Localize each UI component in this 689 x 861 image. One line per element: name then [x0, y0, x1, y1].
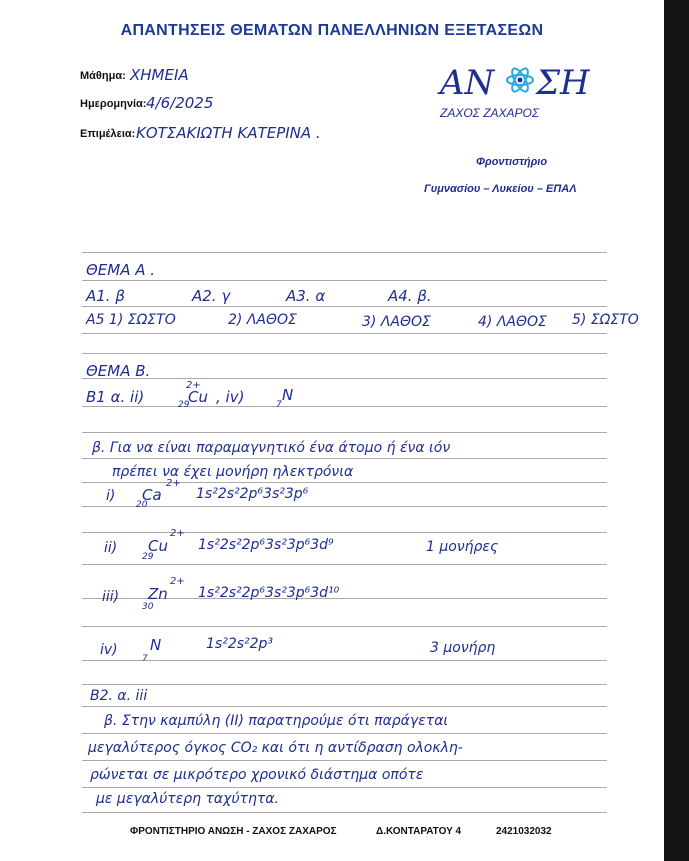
tutoring-levels: Γυμνασίου – Λυκείου – ΕΠΑΛ	[424, 183, 577, 195]
answer-a5-5: 5) ΣΩΣΤΟ	[572, 312, 639, 328]
answer-a5-3: 3) ΛΑΘΟΣ	[362, 314, 431, 330]
config-iii-z: 30	[142, 602, 154, 612]
subject-value: ΧΗΜΕΙΑ	[130, 66, 189, 84]
logo-subtitle: ΖΑΧΟΣ ΖΑΧΑΡΟΣ	[440, 106, 540, 120]
answer-a1: Α1. β	[86, 287, 125, 305]
config-ii-label: ii)	[104, 540, 118, 556]
answer-b1b-line1: β. Για να είναι παραμαγνητικό ένα άτομο ή ένα ιόν	[92, 440, 451, 456]
editor-value: ΚΟΤΣΑΚΙΩΤΗ ΚΑΤΕΡΙΝΑ .	[136, 124, 321, 142]
date-label: Ημερομηνία:	[80, 98, 147, 110]
answer-a4: Α4. β.	[388, 287, 432, 305]
footer-name: ΦΡΟΝΤΙΣΤΗΡΙΟ ΑΝΩΣΗ - ΖΑΧΟΣ ΖΑΧΑΡΟΣ	[130, 826, 337, 837]
answer-b1a-prefix: Β1 α. ii)	[86, 388, 145, 406]
config-ii-note: 1 μονήρες	[426, 539, 499, 555]
b1a-cu-symbol: Cu	[188, 388, 208, 406]
config-i-symbol: Ca	[142, 486, 162, 504]
footer-phone: 2421032032	[496, 826, 552, 837]
atom-icon	[507, 66, 533, 94]
config-iv-note: 3 μονήρη	[430, 640, 496, 656]
answer-a3: Α3. α	[286, 287, 326, 305]
config-ii-z: 29	[142, 552, 154, 562]
config-iii-symbol: Zn	[148, 585, 168, 603]
b1a-mid: , iv)	[216, 388, 245, 406]
config-iv-symbol: N	[150, 636, 162, 654]
answer-a5-2: 2) ΛΑΘΟΣ	[228, 312, 297, 328]
config-i-configuration: 1s²2s²2p⁶3s²3p⁶	[196, 486, 309, 502]
svg-text:ΣΗ: ΣΗ	[536, 63, 590, 103]
date-value: 4/6/2025	[146, 94, 214, 112]
config-iii-charge: 2+	[170, 576, 185, 587]
answer-b1b-line2: πρέπει να έχει μονήρη ηλεκτρόνια	[112, 464, 354, 480]
scan-edge	[664, 0, 689, 861]
config-iii-configuration: 1s²2s²2p⁶3s²3p⁶3d¹⁰	[198, 585, 340, 601]
config-iii-label: iii)	[102, 589, 120, 605]
tutoring-label: Φροντιστήριο	[476, 156, 548, 168]
config-iv-configuration: 1s²2s²2p³	[206, 636, 274, 652]
config-i-label: i)	[106, 488, 116, 504]
answer-b2a: Β2. α. iii	[90, 688, 148, 704]
section-a-heading: ΘΕΜΑ Α .	[86, 261, 156, 279]
page-title: ΑΠΑΝΤΗΣΕΙΣ ΘΕΜΑΤΩΝ ΠΑΝΕΛΛΗΝΙΩΝ ΕΞΕΤΑΣΕΩΝ	[120, 22, 544, 39]
answer-b2b-line2: μεγαλύτερος όγκος CO₂ και ότι η αντίδραση ολοκλη-	[88, 740, 463, 756]
answer-b2b-line3: ρώνεται σε μικρότερο χρονικό διάστημα οπότε	[90, 767, 424, 783]
b1a-n-symbol: N	[282, 386, 294, 404]
config-iv-label: iv)	[100, 642, 118, 658]
footer-address: Δ.ΚΟΝΤΑΡΑΤΟΥ 4	[376, 826, 462, 837]
config-ii-symbol: Cu	[148, 537, 168, 555]
config-i-charge: 2+	[166, 478, 181, 489]
config-i-z: 20	[136, 500, 148, 510]
b1a-cu-charge: 2+	[186, 380, 201, 391]
answer-b2b-line1: β. Στην καμπύλη (II) παρατηρούμε ότι παράγεται	[104, 713, 449, 729]
b1a-n-z: 7	[276, 400, 282, 410]
section-b-heading: ΘΕΜΑ Β.	[86, 362, 151, 380]
b1a-cu-z: 29	[178, 400, 190, 410]
config-ii-configuration: 1s²2s²2p⁶3s²3p⁶3d⁹	[198, 537, 334, 553]
answer-a5-1: Α5 1) ΣΩΣΤΟ	[86, 312, 176, 328]
answer-a2: Α2. γ	[192, 287, 231, 305]
logo-wordmark: ΑΝ	[440, 63, 495, 103]
config-ii-charge: 2+	[170, 528, 185, 539]
editor-label: Επιμέλεια:	[80, 128, 136, 140]
answer-a5-4: 4) ΛΑΘΟΣ	[478, 314, 547, 330]
answer-b2b-line4: με μεγαλύτερη ταχύτητα.	[96, 791, 279, 807]
config-iv-z: 7	[142, 654, 148, 664]
anosi-logo	[436, 58, 616, 138]
subject-label: Μάθημα:	[80, 70, 126, 82]
